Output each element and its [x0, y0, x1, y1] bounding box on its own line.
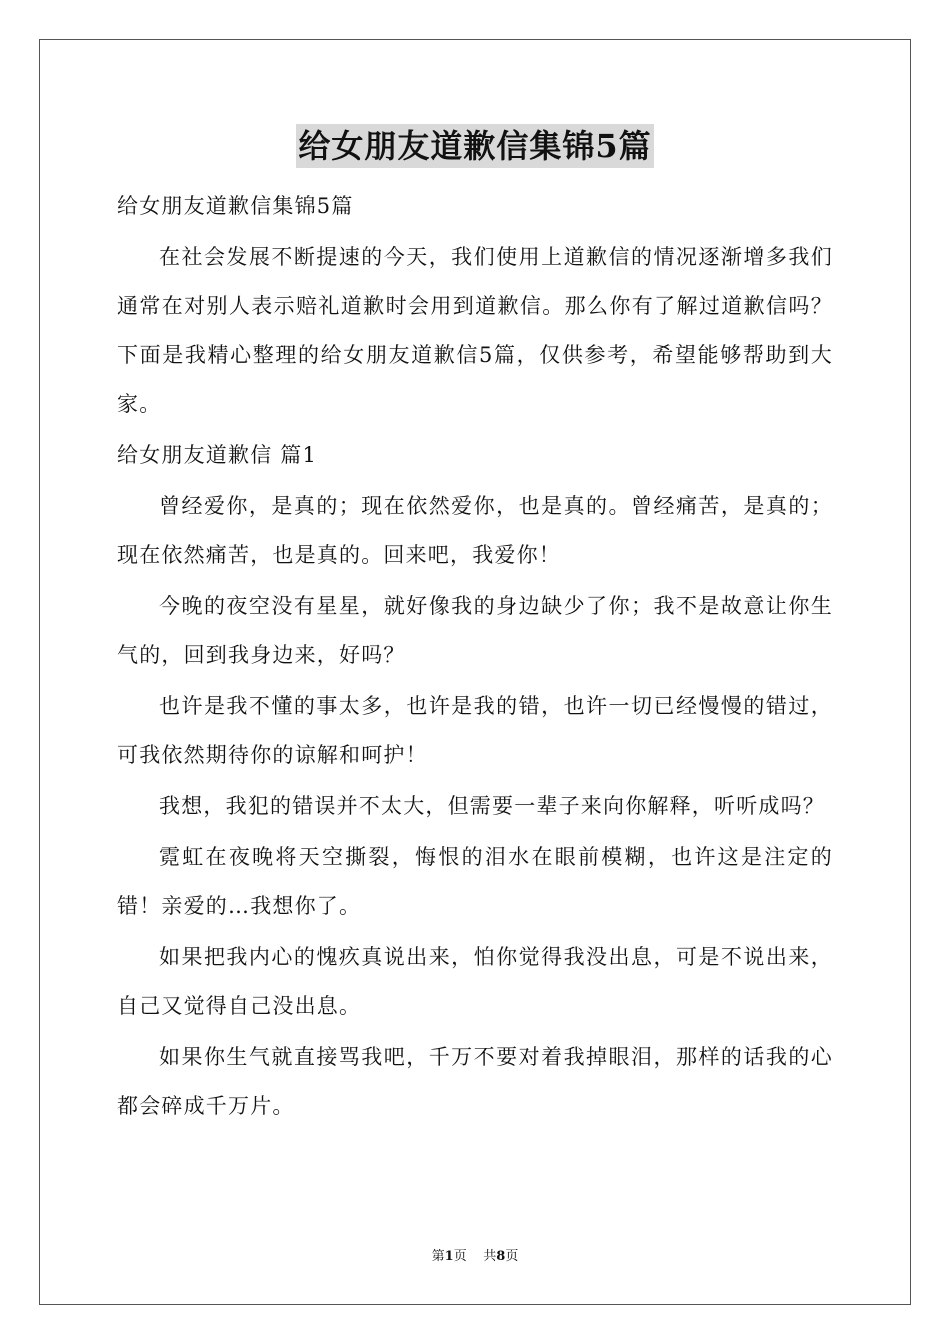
document-title: 给女朋友道歉信集锦5篇	[296, 124, 653, 168]
document-body	[117, 182, 833, 1133]
paragraph: 曾经爱你，是真的；现在依然爱你，也是真的。曾经痛苦，是真的；现在依然痛苦，也是真的。回来吧，我爱你！	[117, 494, 833, 567]
paragraph: 如果你生气就直接骂我吧，千万不要对着我掉眼泪，那样的话我的心都会碎成千万片。	[117, 1045, 833, 1118]
section-heading: 给女朋友道歉信 篇1	[117, 443, 318, 467]
page-suffix: 页	[453, 1249, 467, 1264]
paragraph: 也许是我不懂的事太多，也许是我的错，也许一切已经慢慢的错过，可我依然期待你的谅解和呵护！	[117, 694, 833, 767]
total-prefix: 共	[483, 1249, 497, 1264]
page-footer	[0, 1245, 950, 1264]
paragraph: 霓虹在夜晚将天空撕裂，悔恨的泪水在眼前模糊，也许这是注定的错！亲爱的…我想你了。	[117, 845, 833, 918]
paragraph: 如果把我内心的愧疚真说出来，怕你觉得我没出息，可是不说出来，自己又觉得自己没出息。	[117, 945, 833, 1018]
page-prefix: 第	[431, 1249, 445, 1264]
title-container	[0, 124, 950, 168]
page-total: 8	[496, 1249, 506, 1264]
page-current: 1	[444, 1249, 454, 1264]
document-subtitle: 给女朋友道歉信集锦5篇	[117, 194, 354, 218]
total-suffix: 页	[505, 1249, 519, 1264]
paragraph: 我想，我犯的错误并不太大，但需要一辈子来向你解释，听听成吗？	[159, 794, 825, 818]
paragraph: 今晚的夜空没有星星，就好像我的身边缺少了你；我不是故意让你生气的，回到我身边来，好吗？	[117, 594, 833, 667]
intro-paragraph: 在社会发展不断提速的今天，我们使用上道歉信的情况逐渐增多我们通常在对别人表示赔礼道歉时会用到道歉信。那么你有了解过道歉信吗？下面是我精心整理的给女朋友道歉信5篇，仅供参考，希望能够帮助到大家。	[117, 245, 833, 416]
